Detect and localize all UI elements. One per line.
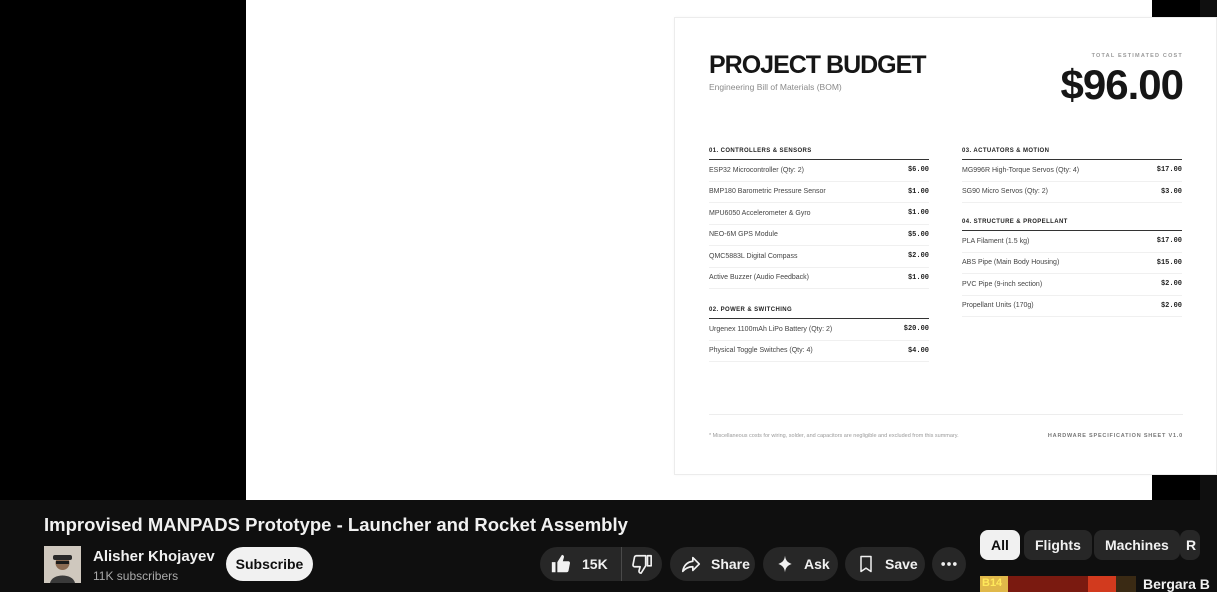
section-heading: 02. POWER & SWITCHING [709,307,929,319]
footer-divider [709,414,1183,415]
share-button[interactable] [670,547,755,581]
item-name: SG90 Micro Servos (Qty: 2) [962,188,1048,196]
left-column [709,148,929,362]
list-item [709,268,929,290]
item-price: $17.00 [1156,237,1182,246]
recommendation-title[interactable]: Bergara B [1143,576,1210,592]
sheet-version: HARDWARE SPECIFICATION SHEET V1.0 [1047,433,1183,439]
list-item [962,182,1182,204]
ask-label: Ask [804,556,830,572]
list-item [709,203,929,225]
total-label: TOTAL ESTIMATED COST [1091,53,1183,59]
video-frame [246,0,1183,500]
item-name: BMP180 Barometric Pressure Sensor [709,188,826,196]
list-item [709,246,929,268]
list-item [709,225,929,247]
total-value: $96.00 [1060,61,1183,108]
ask-button[interactable] [763,547,838,581]
item-name: Active Buzzer (Audio Feedback) [709,274,809,282]
item-name: Propellant Units (170g) [962,302,1034,310]
list-item [962,231,1182,253]
item-name: ABS Pipe (Main Body Housing) [962,259,1060,267]
save-button[interactable] [845,547,925,581]
item-name: MPU6050 Accelerometer & Gyro [709,209,811,217]
like-count: 15K [582,556,608,572]
item-price: $5.00 [907,230,929,239]
chip-more[interactable]: R [1180,530,1200,560]
item-price: $15.00 [1156,258,1182,267]
recommendation-thumbnail[interactable] [980,576,1136,592]
chip-all[interactable]: All [980,530,1020,560]
list-item [709,319,929,341]
chip-machines[interactable]: Machines [1094,530,1180,560]
list-item [709,182,929,204]
document-subtitle: Engineering Bill of Materials (BOM) [709,82,842,92]
share-label: Share [711,556,750,572]
video-title: Improvised MANPADS Prototype - Launcher and Rocket Assembly [44,514,628,535]
more-horizontal-icon [939,554,959,574]
item-name: PLA Filament (1.5 kg) [962,237,1030,245]
item-price: $17.00 [1156,166,1182,175]
item-name: Urgenex 1100mAh LiPo Battery (Qty: 2) [709,325,833,333]
item-price: $1.00 [907,209,929,218]
item-name: Physical Toggle Switches (Qty: 4) [709,347,813,355]
right-column [962,148,1182,317]
like-dislike-group [540,547,662,581]
avatar-icon [44,546,81,583]
item-name: PVC Pipe (9-inch section) [962,280,1043,288]
list-item [962,296,1182,318]
subscribe-button[interactable]: Subscribe [226,547,313,581]
footnote: * Miscellaneous costs for wiring, solder, and capacitors are negligible and excluded from this summary. [709,433,959,439]
bookmark-icon [856,553,876,575]
item-price: $6.00 [907,166,929,175]
list-item [709,160,929,182]
save-label: Save [885,556,918,572]
item-price: $4.00 [907,346,929,355]
item-price: $1.00 [907,273,929,282]
subscriber-count: 11K subscribers [93,569,179,583]
item-name: NEO-6M GPS Module [709,231,778,239]
list-item [962,274,1182,296]
avatar[interactable] [44,546,81,583]
chip-flights[interactable]: Flights [1024,530,1092,560]
item-name: ESP32 Microcontroller (Qty: 2) [709,166,804,174]
document-title: PROJECT BUDGET [709,51,926,79]
budget-sheet [674,17,1217,475]
item-price: $2.00 [1160,301,1182,310]
list-item [962,160,1182,182]
item-name: MG996R High-Torque Servos (Qty: 4) [962,166,1080,174]
sparkle-icon [775,554,795,574]
item-name: QMC5883L Digital Compass [709,252,798,260]
like-button[interactable] [540,547,622,581]
section-heading: 04. STRUCTURE & PROPELLANT [962,219,1182,231]
section-heading: 03. ACTUATORS & MOTION [962,148,1182,160]
item-price: $3.00 [1160,187,1182,196]
more-actions-button[interactable] [932,547,966,581]
thumbs-down-icon [631,553,653,575]
list-item [709,341,929,363]
thumbs-up-icon [550,553,572,575]
dislike-button[interactable] [622,547,662,581]
item-price: $1.00 [907,187,929,196]
share-icon [680,553,702,575]
item-price: $2.00 [1160,280,1182,289]
section-heading: 01. CONTROLLERS & SENSORS [709,148,929,160]
item-price: $20.00 [903,325,929,334]
item-price: $2.00 [907,252,929,261]
channel-name[interactable]: Alisher Khojayev [93,548,215,565]
thumbnail-text: B14 [982,577,1003,589]
list-item [962,253,1182,275]
